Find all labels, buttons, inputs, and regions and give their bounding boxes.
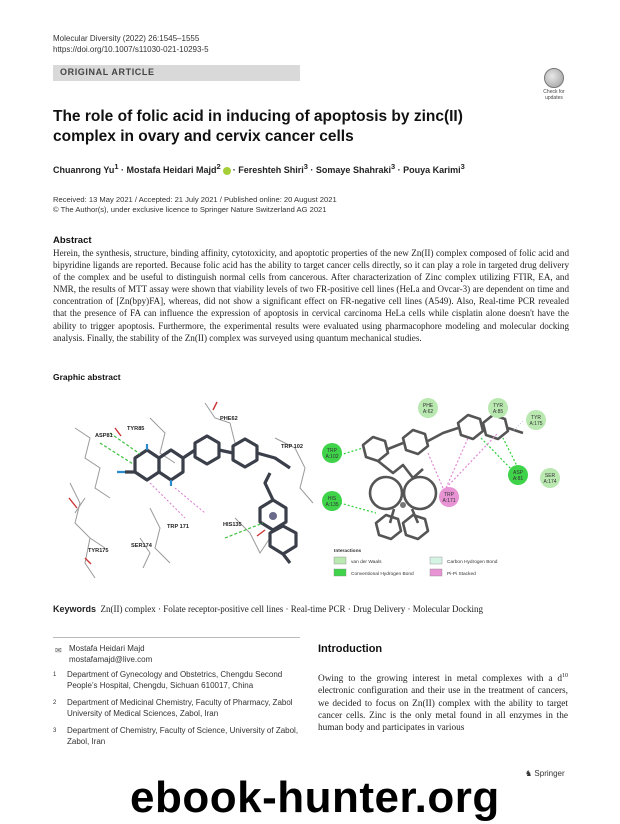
publisher-name: Springer: [534, 769, 565, 778]
residue-his135: [322, 491, 342, 511]
svg-text:A:174: A:174: [543, 479, 557, 485]
residue-asp81: [508, 465, 528, 485]
author-affil: 2: [216, 162, 221, 171]
affiliation-number: 2: [53, 700, 57, 706]
springer-logo: [525, 769, 565, 778]
introduction-heading: Introduction: [318, 643, 383, 655]
author-name[interactable]: Somaye Shahraki: [315, 165, 391, 175]
svg-text:A:85: A:85: [492, 409, 504, 415]
author-name[interactable]: Chuanrong Yu: [53, 165, 115, 175]
svg-text:TYR: TYR: [493, 403, 503, 409]
contact-email[interactable]: mostafamajd@live.com: [69, 654, 153, 664]
intro-text-start: Owing to the growing interest in metal complexes with a d: [318, 674, 562, 685]
residue-phe62: [418, 398, 438, 418]
keywords-line: [53, 604, 573, 614]
journal-line: Molecular Diversity (2022) 26:1545–1555: [53, 34, 200, 43]
svg-text:TRP: TRP: [327, 448, 337, 454]
svg-text:A:81: A:81: [512, 476, 524, 482]
article-type-bar: [53, 65, 300, 81]
affiliation-text: Department of Chemistry, Faculty of Science, University of Zabol, Zabol, Iran: [67, 726, 299, 746]
residue-label-trp171: TRP 171: [167, 524, 189, 530]
corresponding-author: [69, 644, 152, 665]
svg-text:A:102: A:102: [325, 454, 339, 460]
keywords-text: Zn(II) complex · Folate receptor-positive cell lines · Real-time PCR · Drug Delivery · Molecular Docking: [100, 604, 483, 614]
check-updates-icon: [544, 68, 564, 88]
affiliation-text: Department of Gynecology and Obstetrics, Chengdu Second People’s Hospital, Chengdu, Sichuan 610017, China: [67, 670, 283, 690]
residue-label-phe62: PHE62: [220, 416, 238, 422]
svg-text:A:135: A:135: [325, 502, 339, 508]
article-type: ORIGINAL ARTICLE: [60, 67, 155, 77]
residue-trp102: [322, 443, 342, 463]
interactions-legend: [334, 548, 498, 577]
journal-info: [53, 33, 209, 55]
contact-name: Mostafa Heidari Majd: [69, 644, 145, 653]
check-updates-label: Check for updates: [543, 89, 565, 101]
envelope-icon: ✉: [55, 646, 62, 655]
affiliation-1: [53, 670, 303, 692]
legend-title: Interactions: [334, 549, 362, 554]
svg-text:SER: SER: [544, 473, 556, 479]
residue-trp171: [439, 487, 459, 507]
svg-text:HIS: HIS: [327, 496, 337, 502]
residue-label-tyr85: TYR85: [127, 426, 145, 432]
docking-3d-image: [55, 388, 325, 588]
svg-text:A:175: A:175: [529, 421, 543, 427]
residue-ser174: [540, 468, 560, 488]
legend-label-hbond: Conventional Hydrogen Bond: [351, 572, 414, 577]
svg-text:A:62: A:62: [422, 409, 434, 415]
author-affil: 3: [460, 162, 465, 171]
affiliation-2: [53, 698, 303, 720]
author-affil: 1: [114, 162, 119, 171]
svg-text:A:171: A:171: [442, 498, 456, 504]
svg-text:PHE: PHE: [422, 403, 434, 409]
svg-text:ASP: ASP: [512, 470, 524, 476]
watermark-text: ebook-hunter.org: [130, 773, 500, 822]
author-name[interactable]: Fereshteh Shiri: [238, 165, 304, 175]
doi-link[interactable]: https://doi.org/10.1007/s11030-021-10293-5: [53, 45, 209, 54]
interaction-2d-diagram: [318, 393, 568, 583]
residue-label-tyr175: TYR175: [88, 548, 109, 554]
footnote-divider: [53, 637, 300, 638]
residue-label-trp102: TRP 102: [281, 444, 303, 450]
residue-label-ser174: SER174: [131, 543, 152, 549]
introduction-text: [318, 670, 568, 735]
legend-swatch-hbond: [334, 569, 346, 576]
residue-tyr85: [488, 398, 508, 418]
copyright-line: © The Author(s), under exclusive licence to Springer Nature Switzerland AG 2021: [53, 205, 327, 214]
publication-dates: [53, 195, 573, 215]
paper-title: The role of folic acid in inducing of apoptosis by zinc(II) complex in ovary and cervix cancer cells: [53, 108, 463, 145]
residue-tyr175: [526, 410, 546, 430]
author-affil: 3: [303, 162, 308, 171]
affiliation-number: 3: [53, 728, 57, 734]
orcid-icon[interactable]: [223, 167, 231, 175]
abstract-heading: Abstract: [53, 235, 92, 246]
legend-swatch-vdw: [334, 557, 346, 564]
affiliation-text: Department of Medicinal Chemistry, Faculty of Pharmacy, Zabol University of Medical Sciences, Zabol, Iran: [67, 698, 293, 718]
affiliation-number: 1: [53, 672, 57, 678]
legend-label-ch: Carbon Hydrogen Bond: [447, 560, 498, 565]
author-name[interactable]: Pouya Karimi: [403, 165, 461, 175]
svg-text:TRP: TRP: [444, 492, 454, 498]
check-for-updates-button[interactable]: [538, 68, 570, 102]
springer-horse-icon: ♞: [525, 769, 533, 778]
dates-line: Received: 13 May 2021 / Accepted: 21 July 2021 / Published online: 20 August 2021: [53, 195, 337, 204]
keywords-label: Keywords: [53, 604, 97, 614]
affiliation-3: [53, 726, 303, 748]
graphic-abstract-heading: Graphic abstract: [53, 372, 121, 382]
legend-swatch-pipi: [430, 569, 442, 576]
intro-superscript: 10: [562, 673, 568, 679]
legend-label-vdw: van der Waals: [351, 560, 382, 565]
legend-swatch-ch: [430, 557, 442, 564]
author-name[interactable]: Mostafa Heidari Majd: [126, 165, 217, 175]
abstract-text: Herein, the synthesis, structure, binding affinity, cytotoxicity, and apoptotic properties of the new Zn(II) complex composed of folic acid and bipyridine ligands are reported. Because folic acid has the ability to target cancer cells directly, so it can play a role in targeted drug delivery of the complex and be useful to distinguish normal cells from cancerous. After characterization of Zinc complex utilizing FTIR, EA, and NMR, the results of MTT assay were shown that viability levels of two FR-positive cell lines (HeLa and Ovcar-3) are dependent on time and concentration of [Zn(bpy)FA], whereas, did not show a significant effect on FR-negative cell lines (A549). Also, Real-time PCR revealed that the presence of FA can influence the expression of apoptosis in cervical carcinoma HeLa cells while cisplatin alone doesn't have the ability to trigger apoptosis. Furthermore, the experimental results were evaluated using pharmacophore modeling and molecular docking analysis. Finally, the stability of the Zn(II) complex was surveyed using quantum mechanical studies.: [53, 248, 569, 343]
intro-text-rest: electronic configuration and their use in the treatment of cancers, we decided to focus on Zn(II) complex with the ability to target cancer cells. Zinc is the only metal found in all enzymes in the human body and participates in various: [318, 686, 568, 734]
legend-label-pipi: Pi-Pi Stacked: [447, 572, 476, 577]
residue-label-his135: HIS135: [223, 522, 242, 528]
author-affil: 3: [390, 162, 396, 171]
author-list: Chuanrong $Yu^1$ · Mostafa Heidari Majd$^2$ · Fereshteh Shiri$^3$ · Somaye Shahraki$^3$ · Pouya Karimi$^3$: [53, 162, 465, 175]
svg-text:TYR: TYR: [531, 415, 541, 421]
residue-label-asp81: ASP81: [95, 433, 113, 439]
